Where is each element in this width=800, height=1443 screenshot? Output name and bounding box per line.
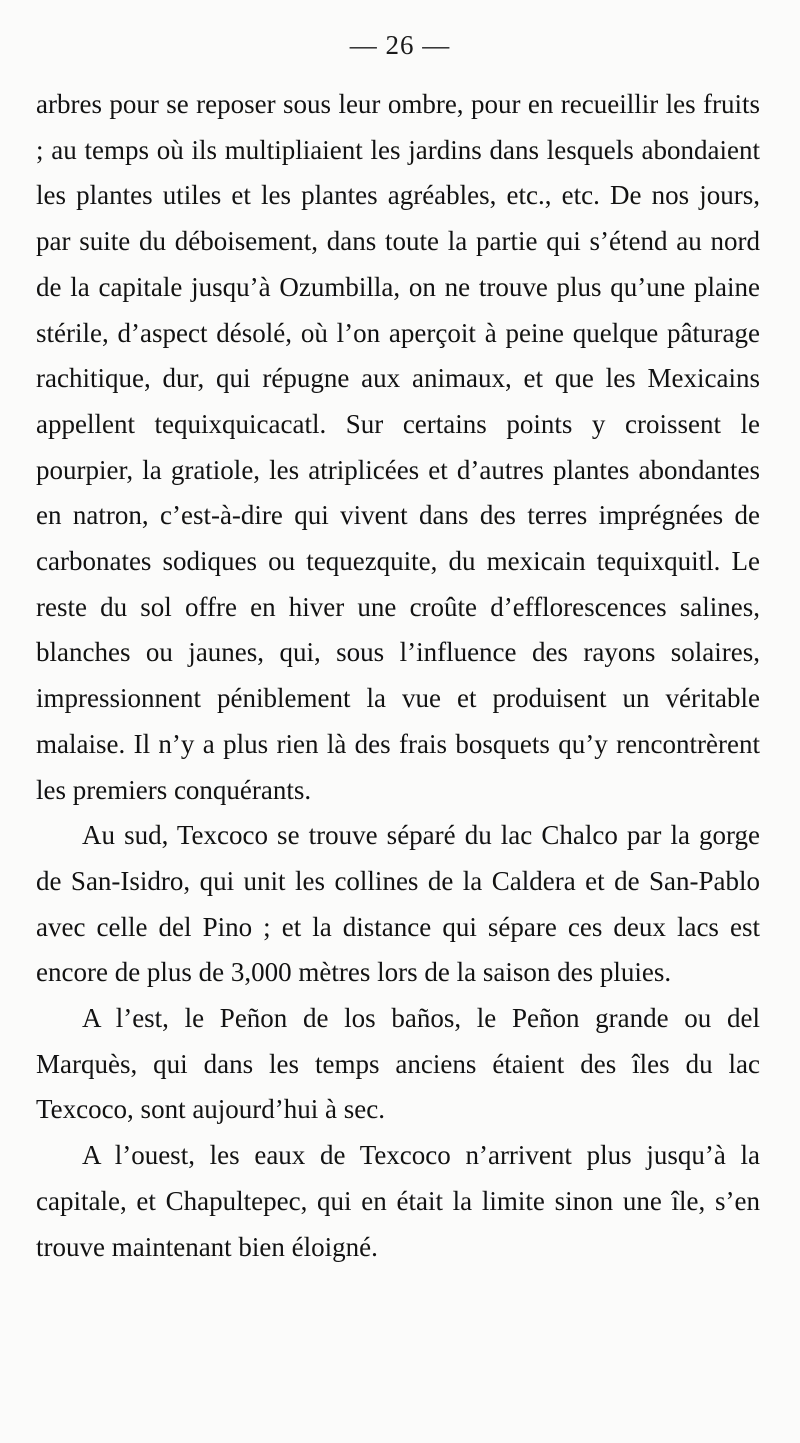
paragraph-4: A l’ouest, les eaux de Texcoco n’arrivent plus jusqu’à la capitale, et Chapultepec, qui en était la limite sinon une île, s’en trouve maintenant bien éloigné.: [36, 1140, 760, 1262]
paragraph-3: A l’est, le Peñon de los baños, le Peñon grande ou del Marquès, qui dans les temps anciens étaient des îles du lac Texcoco, sont aujourd’hui à sec.: [36, 1003, 760, 1125]
page-number: — 26 —: [349, 30, 451, 60]
paragraph-2: Au sud, Texcoco se trouve séparé du lac Chalco par la gorge de San-Isidro, qui unit les collines de la Caldera et de San-Pablo avec celle del Pino ; et la distance qui sépare ces deux lacs est encore de plus de 3,000 mètres lors de la saison des pluies.: [36, 820, 760, 988]
page-body: [36, 82, 760, 1270]
paragraph-1: arbres pour se reposer sous leur ombre, pour en recueillir les fruits ; au temps où ils multipliaient les jardins dans lesquels abondaient les plantes utiles et les plantes agréables, etc., etc. De nos jours, par suite du déboisement, dans toute la partie qui s’étend au nord de la capitale jusqu’à Ozumbilla, on ne trouve plus qu’une plaine stérile, d’aspect désolé, où l’on aperçoit à peine quelque pâturage rachitique, dur, qui répugne aux animaux, et que les Mexicains appellent tequixquicacatl. Sur certains points y croissent le pourpier, la gratiole, les atriplicées et d’autres plantes abondantes en natron, c’est-à-dire qui vivent dans des terres imprégnées de carbonates sodiques ou tequezquite, du mexicain tequixquitl. Le reste du sol offre en hiver une croûte d’efflorescences salines, blanches ou jaunes, qui, sous l’influence des rayons solaires, impressionnent péniblement la vue et produisent un véritable malaise. Il n’y a plus rien là des frais bosquets qu’y rencontrèrent les premiers conquérants.: [36, 89, 760, 805]
